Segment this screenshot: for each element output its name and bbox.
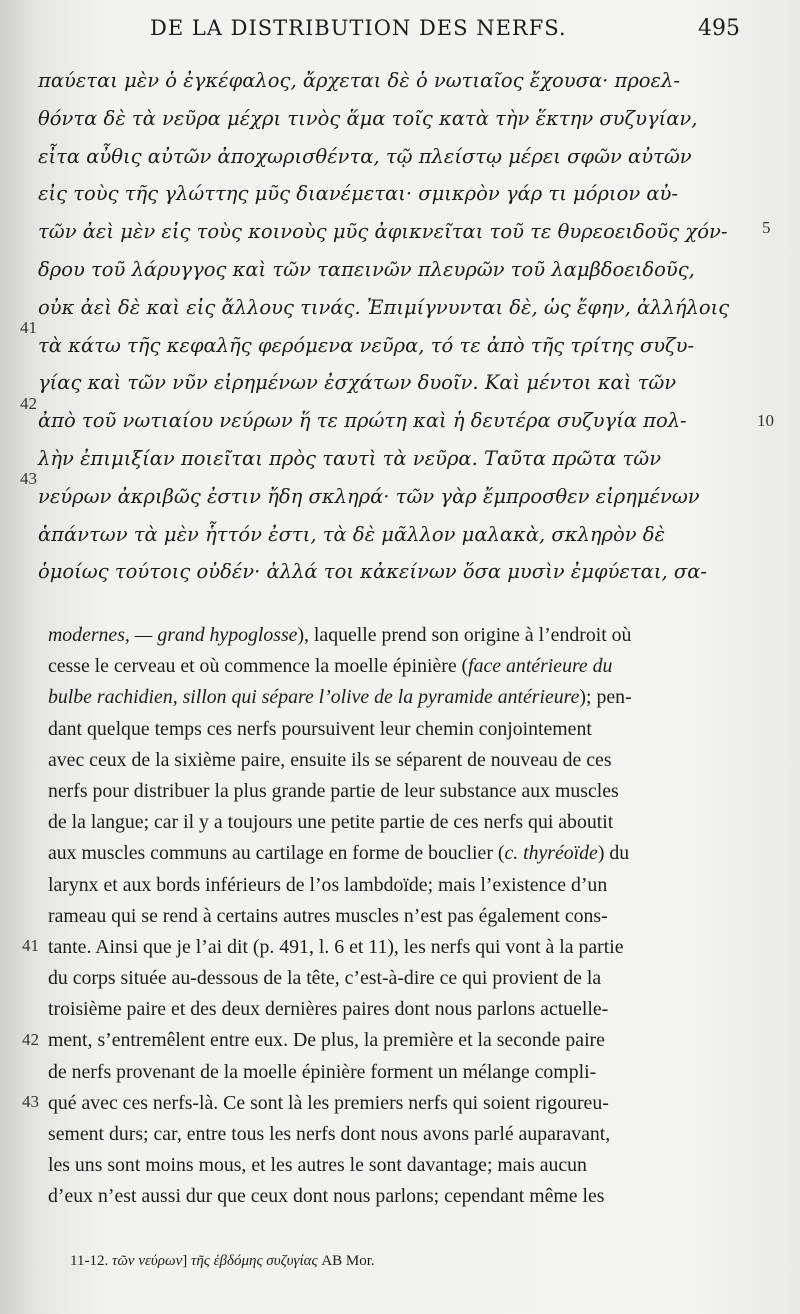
french-line: larynx et aux bords inférieurs de l’os lambdoïde; mais l’existence d’un xyxy=(48,873,608,896)
footnote-variant: τῆς ἑβδόμης συζυγίας xyxy=(190,1253,318,1269)
greek-line: τὰ κάτω τῆς κεφαλῆς φερόμενα νεῦρα, τό τε ἀπὸ τῆς τρίτης συζυ- xyxy=(38,333,695,357)
greek-line: τῶν ἀεὶ μὲν εἰς τοὺς κοινοὺς μῦς ἀφικνεῖται τοῦ τε θυρεοειδοῦς χόν- xyxy=(38,220,728,244)
french-line: tante. Ainsi que je l’ai dit (p. 491, l. 6 et 11), les nerfs qui vont à la partie xyxy=(48,935,624,958)
greek-line: ἀπὸ τοῦ νωτιαίου νεύρων ἥ τε πρώτη καὶ ἡ δευτέρα συζυγία πολ- xyxy=(38,409,687,433)
french-line: d’eux n’est aussi dur que ceux dont nous parlons; cependant même les xyxy=(48,1185,605,1208)
french-line: dant quelque temps ces nerfs poursuivent leur chemin conjointement xyxy=(48,717,592,740)
greek-line: νεύρων ἀκριβῶς ἐστιν ἤδη σκληρά· τῶν γὰρ ἔμπροσθεν εἰρημένων xyxy=(38,484,700,508)
french-translation-block xyxy=(48,620,753,1213)
french-margin-ref-42: 42 xyxy=(22,1030,39,1049)
french-line: de la langue; car il y a toujours une petite partie de ces nerfs qui aboutit xyxy=(48,811,614,834)
french-line: qué avec ces nerfs-là. Ce sont là les premiers nerfs qui soient rigoureu- xyxy=(48,1091,609,1114)
french-margin-ref-41: 41 xyxy=(22,936,39,955)
french-line: du corps située au-dessous de la tête, c’est-à-dire ce qui provient de la xyxy=(48,967,602,990)
greek-line: θόντα δὲ τὰ νεῦρα μέχρι τινὸς ἅμα τοῖς κατὰ τὴν ἕκτην συζυγίαν, xyxy=(38,106,698,130)
french-line: avec ceux de la sixième paire, ensuite ils se séparent de nouveau de ces xyxy=(48,748,612,771)
line-number-5: 5 xyxy=(762,218,771,237)
french-line: bulbe rachidien, sillon qui sépare l’olive de la pyramide antérieure); pen- xyxy=(48,686,632,709)
greek-line: ἁπάντων τὰ μὲν ἧττόν ἐστι, τὰ δὲ μᾶλλον μαλακὰ, σκληρὸν δὲ xyxy=(38,522,665,546)
footnote-sigla: AB Mor. xyxy=(321,1253,375,1269)
french-line: modernes, — grand hypoglosse), laquelle prend son origine à l’endroit où xyxy=(48,624,632,646)
french-line: cesse le cerveau et où commence la moelle épinière (face antérieure du xyxy=(48,655,613,678)
greek-line: εἰς τοὺς τῆς γλώττης μῦς διανέμεται· σμικρὸν γάρ τι μόριον αὐ- xyxy=(38,182,678,206)
margin-ref-41: 41 xyxy=(20,318,37,337)
margin-ref-43: 43 xyxy=(20,469,37,488)
greek-line: γίας καὶ τῶν νῦν εἰρημένων ἐσχάτων δυοῖν. Καὶ μέντοι καὶ τῶν xyxy=(38,371,677,395)
page-header xyxy=(150,16,750,48)
line-number-10: 10 xyxy=(757,411,774,430)
french-line: troisième paire et des deux dernières paires dont nous parlons actuelle- xyxy=(48,998,609,1021)
greek-line: οὐκ ἀεὶ δὲ καὶ εἰς ἄλλους τινάς. Ἐπιμίγνυνται δὲ, ὡς ἔφην, ἀλλήλοις xyxy=(38,295,730,319)
french-line: rameau qui se rend à certains autres muscles n’est pas également cons- xyxy=(48,904,608,927)
running-title: DE LA DISTRIBUTION DES NERFS. xyxy=(150,16,567,40)
greek-line: εἶτα αὖθις αὐτῶν ἀποχωρισθέντα, τῷ πλείστῳ μέρει σφῶν αὐτῶν xyxy=(38,144,692,168)
footnote-lemma: τῶν νεύρων xyxy=(111,1253,183,1269)
french-line: nerfs pour distribuer la plus grande partie de leur substance aux muscles xyxy=(48,779,619,802)
greek-line: δρου τοῦ λάρυγγος καὶ τῶν ταπεινῶν πλευρῶν τοῦ λαμβδοειδοῦς, xyxy=(38,257,695,281)
greek-line: λὴν ἐπιμιξίαν ποιεῖται πρὸς ταυτὶ τὰ νεῦρα. Ταῦτα πρῶτα τῶν xyxy=(38,446,662,470)
greek-text-block xyxy=(38,62,768,591)
french-line: les uns sont moins mous, et les autres le sont davantage; mais aucun xyxy=(48,1154,587,1177)
footnote-ref: 11-12. xyxy=(70,1253,109,1269)
greek-line: ὁμοίως τούτοις οὐδέν· ἀλλά τοι κἀκείνων ὅσα μυσὶν ἐμφύεται, σα- xyxy=(38,560,707,584)
french-line: sement durs; car, entre tous les nerfs dont nous avons parlé auparavant, xyxy=(48,1123,611,1145)
footnote-bracket: ] xyxy=(182,1253,188,1269)
french-line: ment, s’entremêlent entre eux. De plus, la première et la seconde paire xyxy=(48,1029,605,1052)
greek-line: παύεται μὲν ὁ ἐγκέφαλος, ἄρχεται δὲ ὁ νωτιαῖος ἔχουσα· προελ- xyxy=(38,69,680,92)
french-margin-ref-43: 43 xyxy=(22,1092,39,1111)
french-line: aux muscles communs au cartilage en forme de bouclier (c. thyréoïde) du xyxy=(48,842,630,865)
french-line: de nerfs provenant de la moelle épinière forment un mélange compli- xyxy=(48,1060,597,1083)
margin-ref-42: 42 xyxy=(20,394,37,413)
footnote xyxy=(70,1253,670,1270)
page-number: 495 xyxy=(698,16,740,41)
